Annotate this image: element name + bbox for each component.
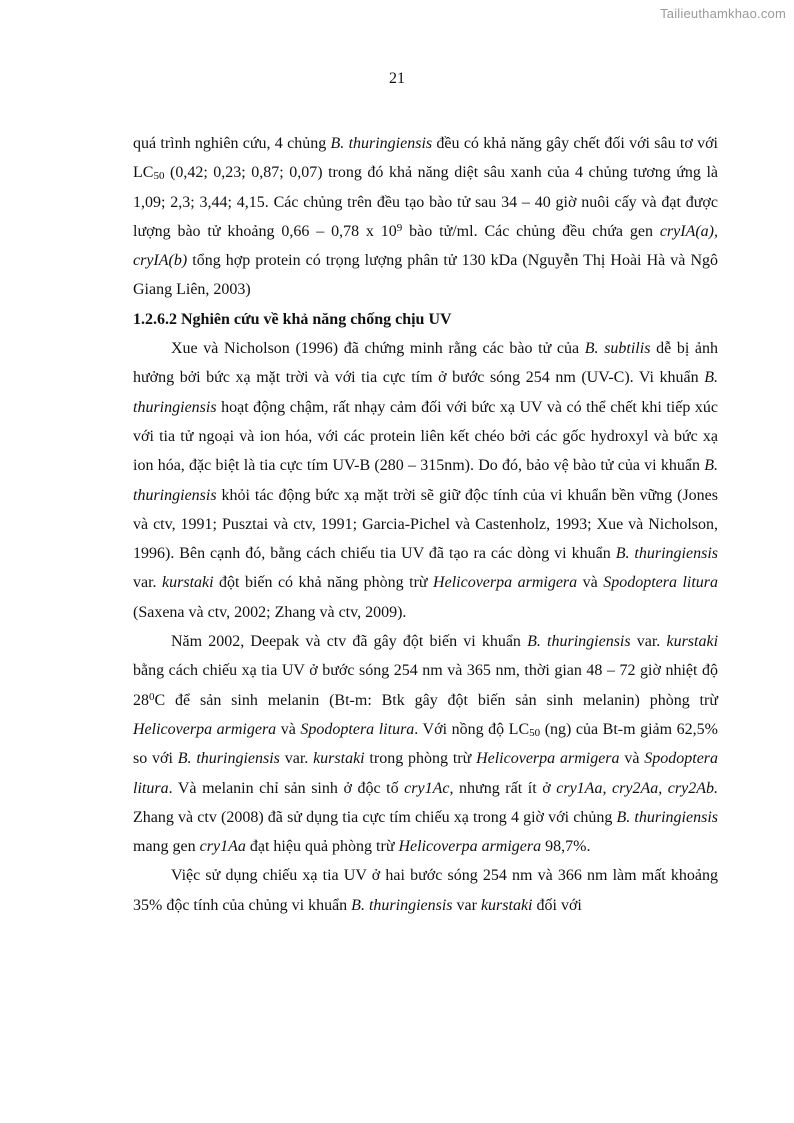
text: . Và melanin chỉ sản sinh ở độc tố <box>168 779 405 797</box>
species-name: B. subtilis <box>584 340 651 358</box>
species-name: Helicoverpa armigera <box>433 574 578 592</box>
text: đều có khả năng gây chết đối với sâu tơ với LC <box>133 135 718 182</box>
species-name: B. thuringiensis <box>615 545 718 563</box>
page-number: 21 <box>389 70 405 87</box>
gene-name: cryIA(a), cryIA(b) <box>133 222 718 270</box>
text: dễ bị ảnh hưởng bởi bức xạ mặt trời và với tia cực tím ở bước sóng 254 nm (UV-C). Vi khuẩn <box>133 340 719 387</box>
text: (Saxena và ctv, 2002; Zhang và ctv, 2009). <box>133 603 407 621</box>
species-name: Spodoptera litura <box>603 574 719 592</box>
section-heading: 1.2.6.2 Nghiên cứu về khả năng chống chịu UV <box>133 310 452 328</box>
text: tổng hợp protein có trọng lượng phân tử 130 kDa (Nguyễn Thị Hoài Hà và Ngô Giang Liên, 2003) <box>133 252 718 299</box>
text: Việc sử dụng chiếu xạ tia UV ở hai bước sóng 254 nm và 366 nm làm mất khoảng 35% độc tính của chủng vi khuẩn <box>133 867 718 914</box>
species-name: B. thuringiensis <box>527 633 631 651</box>
text: C để sản sinh melanin (Bt-m: Btk gây đột biến sản sinh melanin) phòng trừ <box>154 691 718 709</box>
text: (0,42; 0,23; 0,87; 0,07) trong đó khả năng diệt sâu xanh của 4 chủng tương ứng là 1,09; 2,3; 3,44; 4,15. Các chủng trên đều tạo bào tử sau 34 – 40 giờ nuôi cấy và đạt được lượng bào tử khoảng 0,66 – 0,78 x 10 <box>133 164 718 240</box>
text: và <box>276 720 301 738</box>
species-name: Helicoverpa armigera <box>398 838 542 856</box>
variety-name: kurstaki <box>162 574 214 592</box>
text: Zhang và ctv (2008) đã sử dụng tia cực tím chiếu xạ trong 4 giờ với chủng <box>133 808 617 826</box>
species-name: Helicoverpa armigera <box>133 720 277 738</box>
species-name: B. thuringiensis <box>330 135 433 152</box>
text: và <box>619 750 645 768</box>
species-name: B. thuringiensis <box>133 457 718 504</box>
text: (ng) của Bt-m giảm 62,5% so với <box>133 720 718 768</box>
text: 98,7%. <box>541 838 591 856</box>
text: khỏi tác động bức xạ mặt trời sẽ giữ độc tính của vi khuẩn bền vững (Jones và ctv, 1991; Pusztai và ctv, 1991; Garcia-Pichel và Castenholz, 1993; Xue và Nicholson, 1996). Bên cạnh đó, bằng cách chiếu tia UV đã tạo ra các dòng vi khuẩn <box>133 486 718 563</box>
variety-name: kurstaki <box>480 896 533 914</box>
text: Xue và Nicholson (1996) đã chứng minh rằng các bào tử của <box>171 340 585 358</box>
species-name: B. thuringiensis <box>133 369 718 416</box>
text: nhưng rất ít ở <box>453 779 557 797</box>
paragraph-4 <box>133 861 718 920</box>
text: Năm 2002, Deepak và ctv đã gây đột biến vi khuẩn <box>171 633 528 651</box>
text: hoạt động chậm, rất nhạy cảm đối với bức xạ UV và có thể chết khi tiếp xúc với tia tử ngoại và ion hóa, với các protein liên kết chéo bởi các gốc hydroxyl và bức xạ ion hóa, đặc biệt là tia cực tím UV-B (280 – 315nm). Do đó, bảo vệ bào tử của vi khuẩn <box>133 398 718 475</box>
variety-name: kurstaki <box>313 750 365 768</box>
text: bằng cách chiếu xạ tia UV ở bước sóng 254 nm và 365 nm, thời gian 48 – 72 giờ nhiệt độ 28 <box>133 662 718 709</box>
subscript: 50 <box>153 170 165 183</box>
subscript: 50 <box>529 726 541 739</box>
text: trong phòng trừ <box>364 750 477 768</box>
variety-name: kurstaki <box>666 633 719 651</box>
text: . Với nồng độ LC <box>414 720 530 738</box>
species-name: B. thuringiensis <box>351 896 453 914</box>
superscript: 9 <box>396 221 403 234</box>
text: đột biến có khả năng phòng trừ <box>213 574 434 592</box>
species-name: B. thuringiensis <box>177 750 280 768</box>
watermark: Tailieuthamkhao.com <box>660 6 786 21</box>
text: var. <box>133 574 163 592</box>
text: và <box>577 574 604 592</box>
text: đối với <box>532 896 582 914</box>
gene-name: cry1Ac, <box>404 779 454 797</box>
text: var <box>452 896 481 914</box>
gene-name: cry1Aa <box>199 838 246 856</box>
text: bào tử/ml. Các chủng đều chứa gen <box>402 222 660 240</box>
superscript: 0 <box>149 690 155 703</box>
text: var. <box>630 633 667 651</box>
species-name: Helicoverpa armigera <box>476 750 620 768</box>
gene-name: cry1Aa, cry2Aa, cry2Ab. <box>556 779 719 797</box>
paragraph-3 <box>133 627 718 861</box>
paragraph-2 <box>133 334 718 627</box>
text: đạt hiệu quả phòng trừ <box>245 838 399 856</box>
paragraph-1 <box>133 129 718 305</box>
document-body <box>133 129 718 920</box>
text: quá trình nghiên cứu, 4 chủng <box>133 135 331 152</box>
species-name: B. thuringiensis <box>616 808 718 826</box>
text: mang gen <box>133 838 200 856</box>
text: var. <box>279 750 314 768</box>
species-name: Spodoptera litura <box>300 720 415 738</box>
species-name: Spodoptera litura <box>133 750 719 797</box>
